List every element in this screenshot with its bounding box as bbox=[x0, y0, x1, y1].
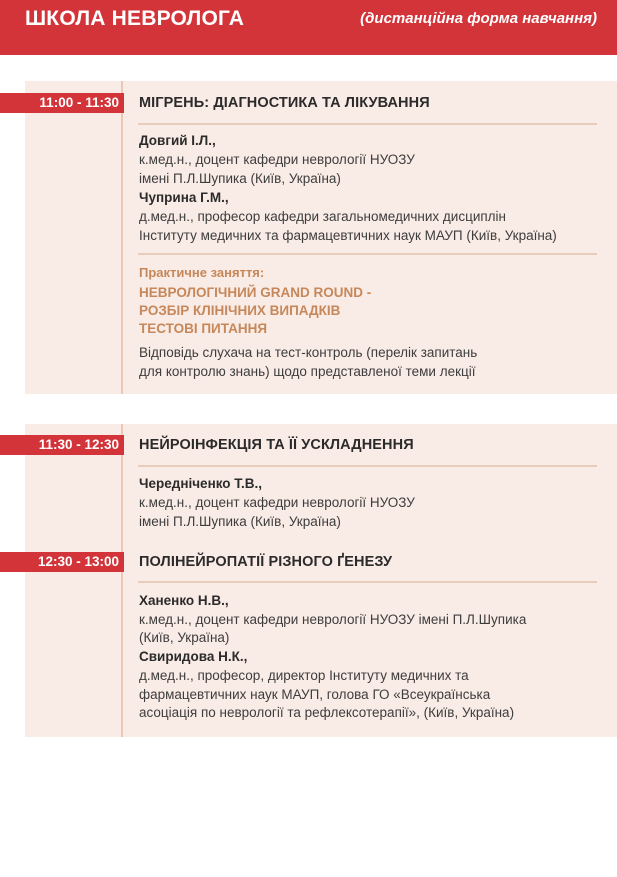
speaker-info: к.мед.н., доцент кафедри неврології НУОЗУ bbox=[139, 495, 415, 510]
practical-line: НЕВРОЛОГІЧНИЙ GRAND ROUND - bbox=[139, 285, 372, 300]
speaker-info: асоціація по неврології та рефлексотерапії», (Київ, Україна) bbox=[139, 705, 515, 720]
divider bbox=[138, 465, 597, 467]
speaker-info: фармацевтичних наук МАУП, голова ГО «Всеукраїнська bbox=[139, 687, 491, 702]
practical-note: для контролю знань) щодо представленої теми лекції bbox=[139, 364, 476, 379]
session-time-3: 12:30 - 13:00 bbox=[0, 552, 124, 572]
divider-line bbox=[121, 424, 123, 737]
speaker-info: імені П.Л.Шупика (Київ, Україна) bbox=[139, 514, 341, 529]
speaker-name: Довгий І.Л., bbox=[139, 133, 216, 148]
practical-note: Відповідь слухача на тест-контроль (перелік запитань bbox=[139, 345, 478, 360]
divider bbox=[138, 253, 597, 255]
page-header bbox=[0, 0, 617, 55]
divider bbox=[138, 123, 597, 125]
speaker-info: к.мед.н., доцент кафедри неврології НУОЗУ імені П.Л.Шупика bbox=[139, 612, 527, 627]
divider-line bbox=[121, 81, 123, 394]
speaker-info: д.мед.н., професор, директор Інституту медичних та bbox=[139, 668, 469, 683]
divider bbox=[138, 581, 597, 583]
speaker-name: Чередніченко Т.В., bbox=[139, 476, 263, 491]
speaker-info: Інституту медичних та фармацевтичних наук МАУП (Київ, Україна) bbox=[139, 228, 557, 243]
page-subtitle: (дистанційна форма навчання) bbox=[360, 10, 597, 27]
page-title: ШКОЛА НЕВРОЛОГА bbox=[25, 7, 245, 30]
practical-label: Практичне заняття: bbox=[139, 265, 265, 280]
speaker-info: імені П.Л.Шупика (Київ, Україна) bbox=[139, 171, 341, 186]
speaker-name: Чуприна Г.М., bbox=[139, 190, 229, 205]
session-time-1: 11:00 - 11:30 bbox=[0, 93, 124, 113]
session-title-2: НЕЙРОІНФЕКЦІЯ ТА ЇЇ УСКЛАДНЕННЯ bbox=[139, 437, 414, 453]
speaker-info: к.мед.н., доцент кафедри неврології НУОЗУ bbox=[139, 152, 415, 167]
session-title-1: МІГРЕНЬ: ДІАГНОСТИКА ТА ЛІКУВАННЯ bbox=[139, 95, 430, 111]
session-time-2: 11:30 - 12:30 bbox=[0, 435, 124, 455]
speaker-name: Свиридова Н.К., bbox=[139, 649, 248, 664]
session-title-3: ПОЛІНЕЙРОПАТІЇ РІЗНОГО ҐЕНЕЗУ bbox=[139, 554, 393, 570]
practical-line: ТЕСТОВІ ПИТАННЯ bbox=[139, 321, 268, 336]
speaker-info: (Київ, Україна) bbox=[139, 630, 230, 645]
speaker-name: Ханенко Н.В., bbox=[139, 593, 229, 608]
speaker-info: д.мед.н., професор кафедри загальномедичних дисциплін bbox=[139, 209, 507, 224]
practical-line: РОЗБІР КЛІНІЧНИХ ВИПАДКІВ bbox=[139, 303, 341, 318]
